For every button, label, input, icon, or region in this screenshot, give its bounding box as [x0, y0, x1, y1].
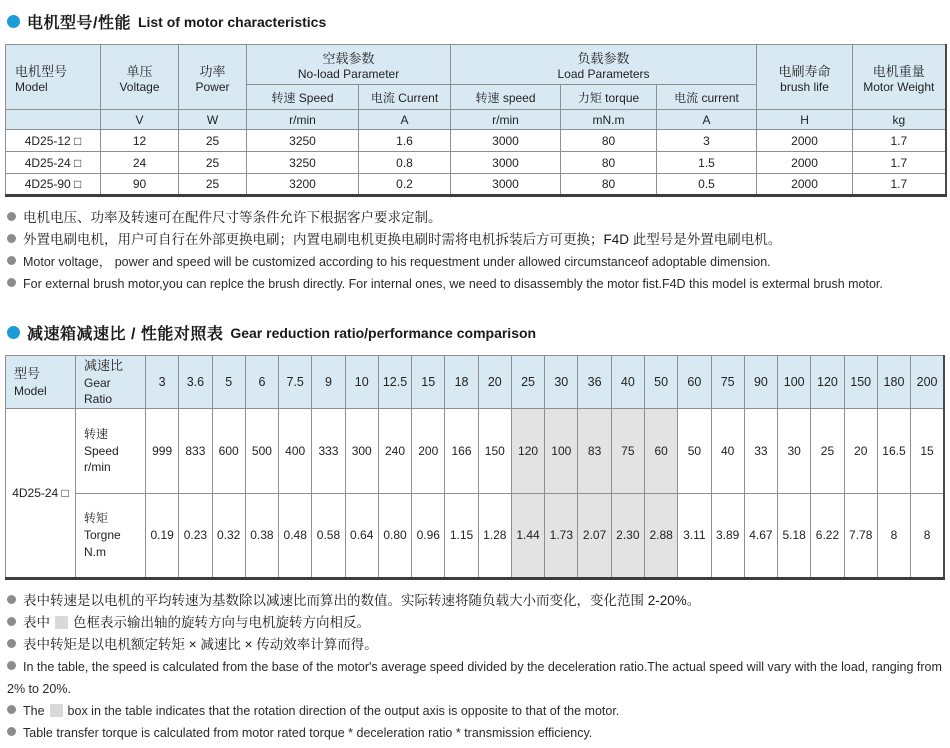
torque-value: 0.58	[312, 493, 345, 578]
value-cell: 1.7	[853, 130, 946, 152]
value-cell: 3000	[451, 130, 561, 152]
speed-value: 16.5	[877, 408, 910, 493]
note-bullet-icon	[7, 617, 16, 626]
note-bullet-icon	[7, 661, 16, 670]
unit-cell: V	[101, 110, 179, 130]
value-cell: 3	[657, 130, 757, 152]
torque-value: 2.88	[644, 493, 677, 578]
unit-cell: A	[359, 110, 451, 130]
note-item	[7, 634, 945, 656]
col-header-voltage	[101, 45, 179, 110]
gear-ratio-value: 30	[545, 356, 578, 409]
motor-weight-header-en: Motor Weight	[863, 79, 935, 94]
note-text: 外置电刷电机，用户可自行在外部更换电刷；内置电刷电机更换电刷时需将电机拆装后方可更换；F4D 此型号是外置电刷电机。	[23, 232, 782, 247]
col-header-load-torque: 力矩 torque	[561, 85, 657, 110]
motor-row	[6, 130, 946, 152]
speed-label-cn: 转速	[84, 426, 109, 441]
torque-value: 0.23	[179, 493, 212, 578]
torque-value: 0.96	[412, 493, 445, 578]
motor-weight-header-cn: 电机重量	[872, 63, 925, 79]
gear-model-cell: 4D25-24 □	[6, 408, 76, 578]
speed-value: 40	[711, 408, 744, 493]
unit-cell: H	[757, 110, 853, 130]
torque-value: 0.38	[245, 493, 278, 578]
col-header-gear-ratio	[76, 356, 146, 409]
speed-value: 166	[445, 408, 478, 493]
torque-row	[6, 493, 945, 578]
value-cell: 24	[101, 152, 179, 174]
gear-ratio-value: 6	[245, 356, 278, 409]
speed-value: 30	[778, 408, 811, 493]
section-bullet-icon	[7, 326, 20, 339]
noload-group-cn: 空载参数	[322, 51, 375, 66]
gear-ratio-value: 40	[611, 356, 644, 409]
torque-value: 1.28	[478, 493, 511, 578]
motor-table-body	[6, 130, 946, 196]
brush-life-header-en: brush life	[780, 79, 829, 94]
gear-reduction-table	[5, 355, 945, 580]
value-cell: 80	[561, 174, 657, 196]
section1-title-en: List of motor characteristics	[137, 13, 327, 30]
note-bullet-icon	[7, 595, 16, 604]
section2-title-en: Gear reduction ratio/performance comparison	[230, 324, 537, 341]
speed-value: 300	[345, 408, 378, 493]
gear-ratio-value: 9	[312, 356, 345, 409]
note-text: In the table, the speed is calculated from the base of the motor's average speed divided by the deceleration ratio.The actual speed will vary with the load, ranging from 2% to 20%.	[7, 659, 942, 696]
value-cell: 25	[179, 152, 247, 174]
torque-value: 0.19	[146, 493, 179, 578]
speed-value: 25	[811, 408, 844, 493]
note-bullet-icon	[7, 234, 16, 243]
torque-value: 1.44	[511, 493, 544, 578]
torque-row-label	[76, 493, 146, 578]
speed-value: 83	[578, 408, 611, 493]
speed-value: 60	[644, 408, 677, 493]
torque-value: 8	[911, 493, 944, 578]
gear-ratio-value: 120	[811, 356, 844, 409]
motor-row	[6, 174, 946, 196]
speed-value: 120	[511, 408, 544, 493]
speed-value: 33	[744, 408, 777, 493]
gear-ratio-value: 3.6	[179, 356, 212, 409]
gear-ratio-value: 200	[911, 356, 944, 409]
gear-ratio-value: 10	[345, 356, 378, 409]
torque-value: 1.73	[545, 493, 578, 578]
note-bullet-icon	[7, 639, 16, 648]
speed-label-en: Speed	[84, 443, 119, 458]
note-bullet-icon	[7, 705, 16, 714]
brush-life-header-cn: 电刷寿命	[778, 63, 831, 79]
torque-value: 0.80	[378, 493, 411, 578]
gear-ratio-value: 15	[412, 356, 445, 409]
value-cell: 0.8	[359, 152, 451, 174]
torque-value: 3.89	[711, 493, 744, 578]
value-cell: 12	[101, 130, 179, 152]
speed-value: 20	[844, 408, 877, 493]
torque-label-en: Torgne	[84, 528, 121, 543]
torque-value: 2.07	[578, 493, 611, 578]
torque-label-cn: 转矩	[84, 511, 109, 526]
gear-ratio-value: 36	[578, 356, 611, 409]
torque-value: 7.78	[844, 493, 877, 578]
value-cell: 1.6	[359, 130, 451, 152]
col-header-gear-model	[6, 356, 76, 409]
unit-cell	[6, 110, 101, 130]
unit-cell: A	[657, 110, 757, 130]
value-cell: 3000	[451, 174, 561, 196]
section1-title	[7, 10, 945, 33]
note-text: 电机电压、功率及转速可在配件尺寸等条件允许下根据客户要求定制。	[23, 210, 442, 225]
value-cell: 25	[179, 174, 247, 196]
torque-value: 4.67	[744, 493, 777, 578]
torque-value: 1.15	[445, 493, 478, 578]
unit-cell: mN.m	[561, 110, 657, 130]
model-cell: 4D25-24 □	[6, 152, 101, 174]
note-text: box in the table indicates that the rotation direction of the output axis is opposite to that of the motor.	[67, 703, 620, 718]
value-cell: 2000	[757, 152, 853, 174]
speed-value: 200	[412, 408, 445, 493]
speed-label-unit: r/min	[84, 460, 111, 475]
speed-value: 15	[911, 408, 944, 493]
motor-characteristics-table	[5, 44, 947, 197]
torque-value: 2.30	[611, 493, 644, 578]
gear-ratio-value: 7.5	[279, 356, 312, 409]
motor-row	[6, 152, 946, 174]
note-item	[7, 229, 945, 251]
section-bullet-icon	[7, 15, 20, 28]
torque-value: 8	[877, 493, 910, 578]
gear-ratio-header-cn: 减速比	[84, 358, 124, 373]
value-cell: 1.7	[853, 174, 946, 196]
col-header-load-speed: 转速 speed	[451, 85, 561, 110]
torque-value: 0.64	[345, 493, 378, 578]
col-header-noload-speed: 转速 Speed	[247, 85, 359, 110]
gear-model-header-cn: 型号	[14, 366, 41, 382]
gray-box-swatch-icon	[50, 704, 63, 717]
speed-value: 150	[478, 408, 511, 493]
value-cell: 1.5	[657, 152, 757, 174]
value-cell: 3250	[247, 152, 359, 174]
model-cell: 4D25-90 □	[6, 174, 101, 196]
voltage-header-en: Voltage	[119, 79, 160, 94]
col-header-load-current: 电流 current	[657, 85, 757, 110]
col-header-motor-weight	[853, 45, 946, 110]
value-cell: 25	[179, 130, 247, 152]
power-header-en: Power	[195, 79, 230, 94]
torque-value: 0.32	[212, 493, 245, 578]
gear-ratio-value: 25	[511, 356, 544, 409]
gear-ratio-value: 75	[711, 356, 744, 409]
unit-cell: r/min	[247, 110, 359, 130]
value-cell: 1.7	[853, 152, 946, 174]
value-cell: 3250	[247, 130, 359, 152]
gear-ratio-value: 100	[778, 356, 811, 409]
unit-cell: r/min	[451, 110, 561, 130]
gear-ratio-value: 20	[478, 356, 511, 409]
note-item	[7, 207, 945, 229]
col-header-noload-current: 电流 Current	[359, 85, 451, 110]
speed-value: 999	[146, 408, 179, 493]
section2-title-cn: 减速箱减速比 / 性能对照表	[27, 326, 224, 343]
unit-cell: kg	[853, 110, 946, 130]
gear-ratio-header-en: Gear Ratio	[84, 375, 113, 406]
section1-title-cn: 电机型号/性能	[27, 15, 131, 32]
section1-notes	[7, 207, 945, 295]
gear-ratio-value: 60	[678, 356, 711, 409]
gear-ratio-value: 18	[445, 356, 478, 409]
note-item	[7, 273, 945, 295]
value-cell: 2000	[757, 174, 853, 196]
note-bullet-icon	[7, 278, 16, 287]
gear-model-header-en: Model	[14, 383, 47, 398]
header-row-groups	[6, 45, 946, 85]
col-header-model	[6, 45, 101, 110]
gray-box-swatch-icon	[55, 616, 68, 629]
note-item	[7, 722, 945, 744]
gear-ratio-header-row	[6, 356, 945, 409]
value-cell: 2000	[757, 130, 853, 152]
speed-value: 240	[378, 408, 411, 493]
speed-value: 50	[678, 408, 711, 493]
value-cell: 3200	[247, 174, 359, 196]
speed-value: 75	[611, 408, 644, 493]
torque-value: 0.48	[279, 493, 312, 578]
value-cell: 0.5	[657, 174, 757, 196]
gear-ratio-value: 12.5	[378, 356, 411, 409]
note-text: For external brush motor,you can replce the brush directly. For internal ones, we need to disassembly the motor fist.F4D this model is extermal brush motor.	[23, 277, 883, 291]
gear-ratio-value: 5	[212, 356, 245, 409]
model-header-en: Model	[15, 79, 48, 94]
note-bullet-icon	[7, 727, 16, 736]
note-item	[7, 656, 945, 700]
speed-value: 600	[212, 408, 245, 493]
torque-value: 5.18	[778, 493, 811, 578]
gear-ratio-value: 180	[877, 356, 910, 409]
torque-value: 3.11	[678, 493, 711, 578]
speed-row-label	[76, 408, 146, 493]
speed-value: 833	[179, 408, 212, 493]
value-cell: 3000	[451, 152, 561, 174]
note-text: 表中	[23, 614, 50, 630]
note-text: 色框表示输出轴的旋转方向与电机旋转方向相反。	[73, 614, 370, 630]
gear-ratio-value: 3	[146, 356, 179, 409]
model-cell: 4D25-12 □	[6, 130, 101, 152]
value-cell: 80	[561, 152, 657, 174]
unit-row	[6, 110, 946, 130]
col-group-noload	[247, 45, 451, 85]
note-bullet-icon	[7, 256, 16, 265]
load-group-en: Load Parameters	[557, 67, 650, 81]
unit-cell: W	[179, 110, 247, 130]
note-item	[7, 612, 945, 634]
note-text: 表中转矩是以电机额定转矩 × 减速比 × 传动效率计算而得。	[23, 636, 378, 652]
gear-ratio-value: 90	[744, 356, 777, 409]
model-header-cn: 电机型号	[15, 63, 68, 79]
note-item	[7, 590, 945, 612]
gear-ratio-value: 150	[844, 356, 877, 409]
note-bullet-icon	[7, 212, 16, 221]
gear-ratio-value: 50	[644, 356, 677, 409]
load-group-cn: 负载参数	[577, 51, 630, 66]
torque-value: 6.22	[811, 493, 844, 578]
note-text: Table transfer torque is calculated from motor rated torque * deceleration ratio * transmission efficiency.	[23, 725, 593, 740]
col-group-load	[451, 45, 757, 85]
speed-value: 100	[545, 408, 578, 493]
section2-title	[7, 321, 945, 344]
col-header-power	[179, 45, 247, 110]
voltage-header-cn: 单压	[126, 63, 153, 79]
value-cell: 0.2	[359, 174, 451, 196]
speed-value: 400	[279, 408, 312, 493]
speed-value: 500	[245, 408, 278, 493]
speed-value: 333	[312, 408, 345, 493]
col-header-brush-life	[757, 45, 853, 110]
note-text: The	[23, 703, 45, 718]
noload-group-en: No-load Parameter	[297, 67, 400, 81]
speed-row	[6, 408, 945, 493]
value-cell: 90	[101, 174, 179, 196]
value-cell: 80	[561, 130, 657, 152]
power-header-cn: 功率	[199, 63, 226, 79]
torque-label-unit: N.m	[84, 544, 106, 559]
note-text: Motor voltage， power and speed will be customized according to his requestment under allowed circumstanceof adoptable dimension.	[23, 255, 771, 269]
note-text: 表中转速是以电机的平均转速为基数除以减速比而算出的数值。实际转速将随负载大小而变化，变化范围 2-20%。	[23, 592, 701, 608]
note-item	[7, 251, 945, 273]
note-item	[7, 700, 945, 722]
section2-notes	[7, 590, 945, 744]
